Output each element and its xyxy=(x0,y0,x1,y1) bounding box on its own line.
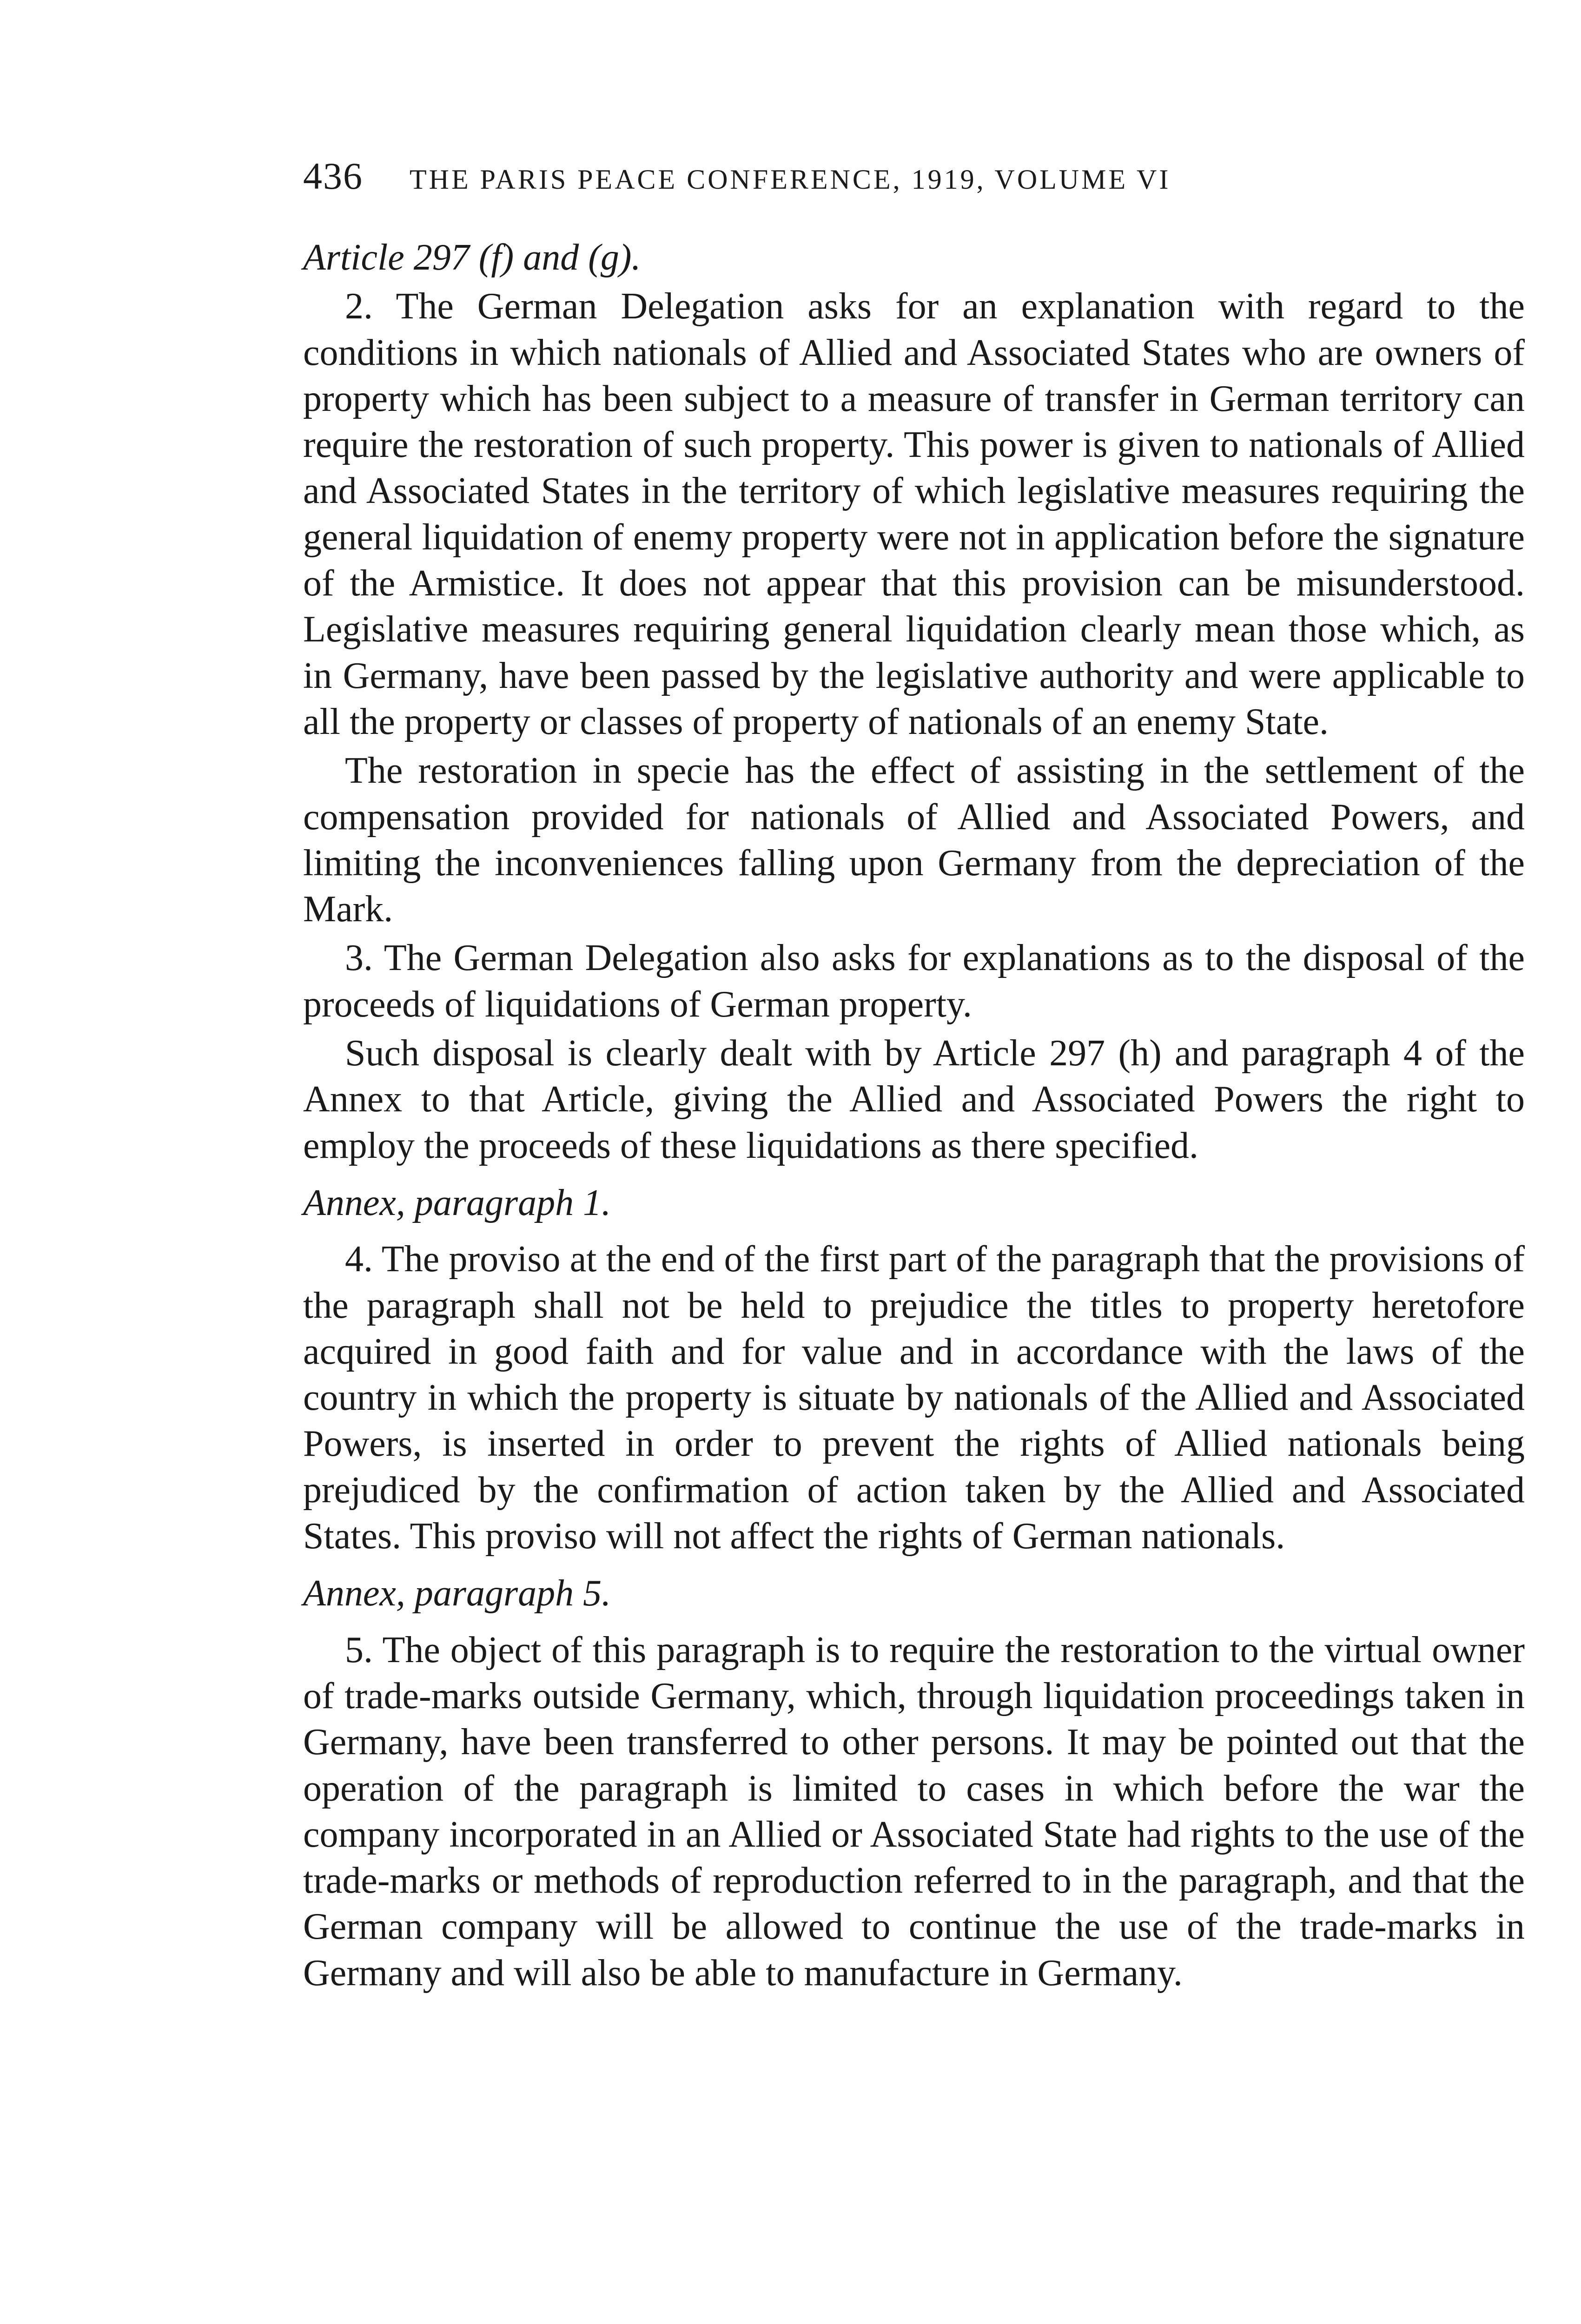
document-body xyxy=(303,235,1525,1996)
paragraph-3: 3. The German Delegation also asks for explanations as to the disposal of the proceeds of liquidations of German property. xyxy=(303,938,1525,1025)
paragraph-5: 5. The object of this paragraph is to require the restoration to the virtual owner of trade-marks outside Germany, which, through liquidation proceedings taken in Germany, have been transferred to other persons. It may be pointed out that the operation of the paragraph is limited to cases in which before the war the company incorporated in an Allied or Associated State had rights to the use of the trade-marks or methods of reproduction referred to in the paragraph, and that the German company will be allowed to continue the use of the trade-marks in Germany and will also be able to manufacture in Germany. xyxy=(303,1629,1525,1994)
section-heading-annex-paragraph-1: Annex, paragraph 1. xyxy=(303,1182,611,1223)
section-heading-annex-paragraph-5: Annex, paragraph 5. xyxy=(303,1573,611,1614)
page-number: 436 xyxy=(303,155,363,197)
paragraph-4: 4. The proviso at the end of the first part of the paragraph that the provisions of the paragraph shall not be held to prejudice the titles to property heretofore acquired in good faith and for value and in accordance with the laws of the country in which the property is situate by nationals of the Allied and Associated Powers, is inserted in order to prevent the rights of Allied nationals being prejudiced by the confirmation of action taken by the Allied and Associated States. This proviso will not affect the rights of German nationals. xyxy=(303,1239,1525,1557)
section-heading-article-297: Article 297 (f) and (g). xyxy=(303,237,641,278)
running-title: THE PARIS PEACE CONFERENCE, 1919, VOLUME VI xyxy=(410,164,1171,195)
paragraph-2: 2. The German Delegation asks for an explanation with regard to the conditions in which nationals of Allied and Associated States who are owners of property which has been subject to a measure of transfer in German territory can require the restoration of such property. This power is given to nationals of Allied and Associated States in the territory of which legislative measures requiring the general liquidation of enemy property were not in application before the signature of the Armistice. It does not appear that this provision can be misunderstood. Legislative measures requiring general liquidation clearly mean those which, as in Germany, have been passed by the legislative authority and were applicable to all the property or classes of property of nationals of an enemy State. xyxy=(303,286,1525,742)
paragraph-disposal: Such disposal is clearly dealt with by Article 297 (h) and paragraph 4 of the Annex to that Article, giving the Allied and Associated Powers the right to employ the proceeds of these liquidations as there specified. xyxy=(303,1033,1525,1166)
page-header xyxy=(303,154,1396,205)
paragraph-restoration: The restoration in specie has the effect of assisting in the settlement of the compensation provided for nationals of Allied and Associated Powers, and limiting the inconveniences falling upon Germany from the depreciation of the Mark. xyxy=(303,750,1525,930)
